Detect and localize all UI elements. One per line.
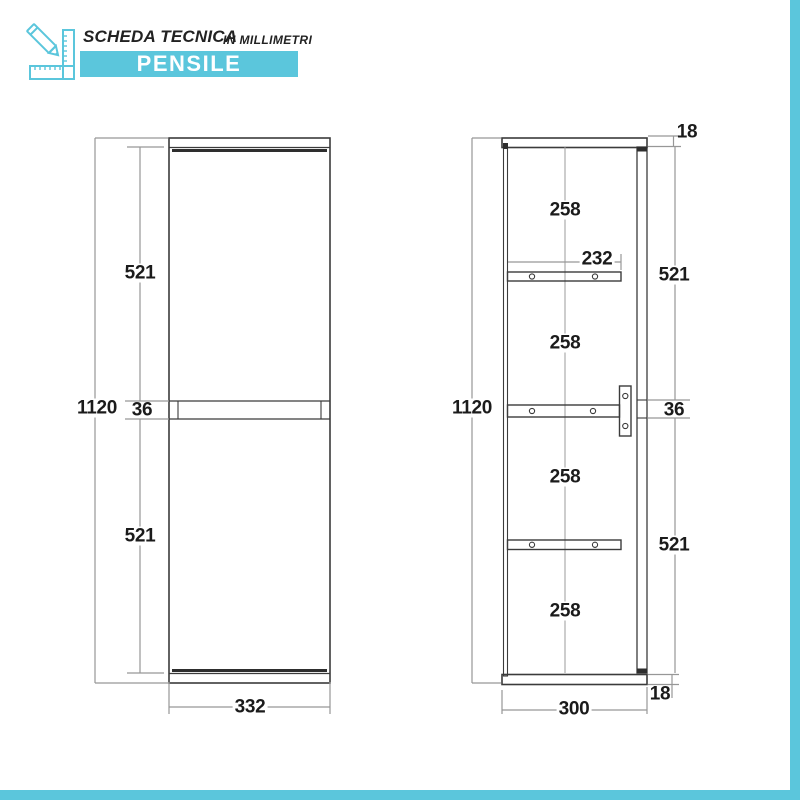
section-wall-bracket: [620, 386, 632, 436]
section-door-top-cap: [503, 143, 508, 149]
dim-section-total-height: 1120: [451, 397, 493, 419]
section-view-dimension-lines: [472, 136, 690, 714]
section-bottom-panel: [502, 675, 647, 685]
dim-front-total-height: 1120: [76, 397, 118, 419]
product-name: PENSILE: [136, 51, 242, 76]
dim-section-compartment-3: 258: [549, 466, 581, 488]
dim-front-lower-door: 521: [124, 525, 156, 547]
sheet-units-label: IN MILLIMETRI: [223, 33, 313, 47]
dim-section-compartment-1: 258: [549, 199, 581, 221]
dim-section-shelf-depth: 232: [581, 248, 613, 270]
dim-front-gap: 36: [131, 399, 153, 421]
section-middle-rail: [508, 405, 620, 417]
dim-section-width: 300: [558, 698, 590, 720]
dim-section-compartment-4: 258: [549, 600, 581, 622]
dim-front-width: 332: [234, 696, 266, 718]
dim-section-bottom-panel: 18: [649, 683, 671, 705]
section-side-panel-bottom-cap: [637, 669, 647, 674]
section-side-panel-top-cap: [637, 147, 647, 152]
section-upper-shelf: [508, 272, 622, 281]
section-top-panel: [502, 138, 647, 148]
front-cabinet-outline: [169, 138, 330, 683]
dim-section-top-panel: 18: [676, 121, 698, 143]
front-view-drawing: [169, 138, 330, 683]
sheet-title: SCHEDA TECNICA: [83, 27, 238, 46]
dim-section-compartment-2: 258: [549, 332, 581, 354]
dim-front-upper-door: 521: [124, 262, 156, 284]
dim-section-lower-side: 521: [658, 534, 690, 556]
section-lower-shelf: [508, 540, 622, 550]
dim-section-center-rail: 36: [663, 399, 685, 421]
front-view-dimension-lines: [95, 138, 330, 714]
section-side-panel: [637, 147, 647, 673]
dim-section-upper-side: 521: [658, 264, 690, 286]
